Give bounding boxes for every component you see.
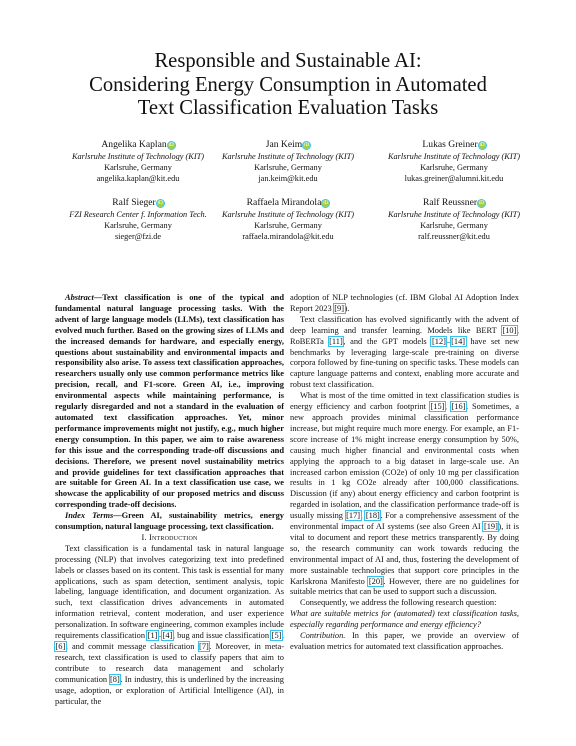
research-question: What are suitable metrics for (automated) text classification tasks, especially regarding performance and energy efficiency? <box>290 609 519 630</box>
citation-link[interactable]: [12] <box>431 336 446 346</box>
author-name: Raffaela Mirandola <box>246 197 322 208</box>
author-city: Karlsruhe, Germany <box>104 163 172 173</box>
author-block <box>364 197 544 243</box>
body-text: ). <box>344 303 350 313</box>
author-city: Karlsruhe, Germany <box>254 163 322 173</box>
citation-dash: – <box>446 336 451 346</box>
orcid-icon[interactable]: iD <box>157 200 163 206</box>
citation-link[interactable]: [5] <box>271 631 282 641</box>
author-name: Jan Keim <box>265 139 303 150</box>
contribution-label: Contribution. <box>300 631 346 641</box>
body-text: have set new benchmarks by leveraging large-scale pre-training on diverse corpora followed by fine-tuning on specific tasks. These models can capture language patterns and context, enabling more accurate and robust text classification. <box>290 336 519 390</box>
author-affiliation: Karlsruhe Institute of Technology (KIT) <box>388 151 520 161</box>
intro-text: . In industry, this is underlined by the increasing usage, adoption, or exploration of Artificial Intelligence (AI), in particular, the <box>55 674 284 706</box>
author-block <box>198 197 378 243</box>
section-heading: I. Introduction <box>141 532 198 542</box>
author-city: Karlsruhe, Germany <box>420 163 488 173</box>
intro-paragraph <box>55 544 284 708</box>
author-email[interactable]: lukas.greiner@alumni.kit.edu <box>404 174 504 184</box>
body-text: . However, there are no guidelines for suitable metrics that can be used to support such a discussion. <box>290 576 519 597</box>
citation-link[interactable]: [10] <box>502 325 517 335</box>
abstract-label: Abstract <box>65 293 94 302</box>
citation-link[interactable]: [20] <box>368 576 383 586</box>
paragraph <box>290 315 519 391</box>
author-email[interactable]: sieger@fzi.de <box>114 232 162 242</box>
orcid-icon[interactable]: iD <box>479 142 485 148</box>
author-city: Karlsruhe, Germany <box>254 221 322 231</box>
paragraph <box>290 293 519 315</box>
citation-link[interactable]: [16] <box>451 402 466 412</box>
contribution-text: In this paper, we provide an overview of evaluation metrics for automated text classification approaches. <box>290 631 519 651</box>
title-line-1: Responsible and Sustainable AI: <box>154 50 422 72</box>
body-text: What is most of the time omitted in text classification studies is energy efficiency and carbon footprint <box>290 391 519 412</box>
citation-link[interactable]: [17] <box>346 511 361 521</box>
author-email[interactable]: raffaela.mirandola@kit.edu <box>242 232 334 242</box>
intro-text: . Moreover, in meta-research, text classification is used to classify papers that aim to contribute to research data management and scholarly communication <box>55 642 285 684</box>
body-text: . Sometimes, a new approach provides minimal classification performance increase, but might require much more energy. For example, an F1-score increase of 1% might increase energy consumption by 50%, causing much higher financial and environmental costs when applying the approach to a big dataset in large-scale use. An increased carbon emission (CO2e) of only 10 mg per classification results in 1 kg CO2e already after 100,000 classifications. Discussion (if any) about energy efficiency and carbon footprint is regarded in isolation, and the classification performance trade-off is usually missing <box>290 402 519 521</box>
intro-text: Text classification is a fundamental task in natural language processing (NLP) that involves categorizing text into predefined labels or classes based on its content. This task is essential for many applications, such as spam detection, sentiment analysis, topic labeling, language identification, and document organization. As such, text classification drives advancements in automated information retrieval, content moderation, and user experience personalization. In software engineering, common examples include requirements classification <box>55 543 284 641</box>
paper-title <box>40 50 536 121</box>
citation-link[interactable]: [6] <box>55 642 66 651</box>
citation-dash: – <box>157 631 163 641</box>
citation-link[interactable]: [18] <box>365 511 380 521</box>
title-line-3: Text Classification Evaluation Tasks <box>137 97 439 119</box>
author-block <box>198 139 378 185</box>
author-email[interactable]: angelika.kaplan@kit.edu <box>96 174 180 184</box>
author-affiliation: Karlsruhe Institute of Technology (KIT) <box>222 209 354 219</box>
author-name: Ralf Sieger <box>112 197 156 208</box>
citation-link[interactable]: [9] <box>334 303 344 313</box>
orcid-icon[interactable]: iD <box>478 200 485 206</box>
author-name: Ralf Reussner <box>422 197 478 208</box>
citation-link[interactable]: [8] <box>110 674 120 684</box>
paragraph <box>290 391 519 598</box>
body-text: adoption of NLP technologies (cf. IBM Global AI Adoption Index Report 2023 <box>290 293 519 313</box>
citation-separator: , <box>281 631 285 641</box>
left-column <box>55 293 284 707</box>
citation-link[interactable]: [11] <box>329 336 343 346</box>
orcid-icon[interactable]: iD <box>168 142 174 148</box>
orcid-icon[interactable]: iD <box>323 200 329 206</box>
citation-link[interactable]: [1] <box>147 631 158 641</box>
abstract <box>55 293 284 511</box>
author-affiliation: Karlsruhe Institute of Technology (KIT) <box>222 151 354 161</box>
index-terms <box>55 511 284 533</box>
body-text: ), it is vital to document and report these metrics transparently. By doing so, the research community can work towards reducing the environmental impact of AI and, thus, fostering the development of more sustainable technologies that support core principles in the Karlskrona Manifesto <box>290 522 519 586</box>
author-block <box>364 139 544 185</box>
title-line-2: Considering Energy Consumption in Automated <box>89 73 487 96</box>
index-terms-label: Index Terms <box>65 511 114 521</box>
author-name: Angelika Kaplan <box>101 139 167 150</box>
citation-separator: , <box>444 402 451 412</box>
abstract-text: —Text classification is one of the typical and fundamental natural language processing tasks. With the advent of large language models (LLMs), text classification has evolved much further. Based on the growing sizes of LLMs and the increased demands for hardware, and especially energy, questions about sustainability and environmental impacts and responsibility also arise. To assess text classification approaches, researchers usually only use common performance metrics like precision, recall, and F1-score. Green AI, i.e., improving environmental aspects while maintaining performance, is regularly disregarded and not a standard in the evaluation of automated text classification approaches. Yet, minor performance improvements might not justify, e.g., much higher energy consumption. In this paper, we aim to raise awareness for this issue and the corresponding trade-off discussions and decisions. Therefore, we present novel sustainability metrics and provide guidelines for text classification approaches that are suitable for Green AI. In a text classification use case, we showcase the applicability of our proposed metrics and discuss corresponding trade-off decisions. <box>55 293 284 510</box>
body-text: Text classification has evolved significantly with the advent of deep learning and transfer learning. Models like BERT <box>290 314 519 335</box>
paragraph: Consequently, we address the following research question: <box>300 598 497 608</box>
orcid-icon[interactable]: iD <box>304 142 310 148</box>
author-email[interactable]: jan.keim@kit.edu <box>258 174 318 184</box>
author-email[interactable]: ralf.reussner@kit.edu <box>418 232 490 242</box>
body-text: , RoBERTa <box>290 325 519 346</box>
citation-link[interactable]: [19] <box>483 522 498 532</box>
right-column <box>290 293 519 653</box>
author-affiliation: Karlsruhe Institute of Technology (KIT) <box>72 151 204 161</box>
citation-link[interactable]: [4] <box>162 631 173 641</box>
author-city: Karlsruhe, Germany <box>420 221 488 231</box>
intro-text: , and commit message classification <box>65 642 199 651</box>
body-text: . For a comprehensive assessment of the environmental impact of AI systems (see also Green AI <box>290 511 519 532</box>
body-text: , and the GPT models <box>343 336 432 346</box>
index-terms-text: —Green AI, sustainability metrics, energy consumption, natural language processing, text classification. <box>55 511 284 532</box>
citation-link[interactable]: [7] <box>199 642 209 651</box>
citation-link[interactable]: [14] <box>451 336 466 346</box>
paragraph <box>290 631 519 653</box>
author-city: Karlsruhe, Germany <box>104 221 172 231</box>
author-name: Lukas Greiner <box>422 139 478 150</box>
citation-separator: , <box>360 511 366 521</box>
author-affiliation: FZI Research Center f. Information Tech. <box>69 209 207 219</box>
citation-link[interactable]: [15] <box>430 402 445 412</box>
intro-text: , bug and issue classification <box>172 631 272 641</box>
author-affiliation: Karlsruhe Institute of Technology (KIT) <box>388 209 520 219</box>
